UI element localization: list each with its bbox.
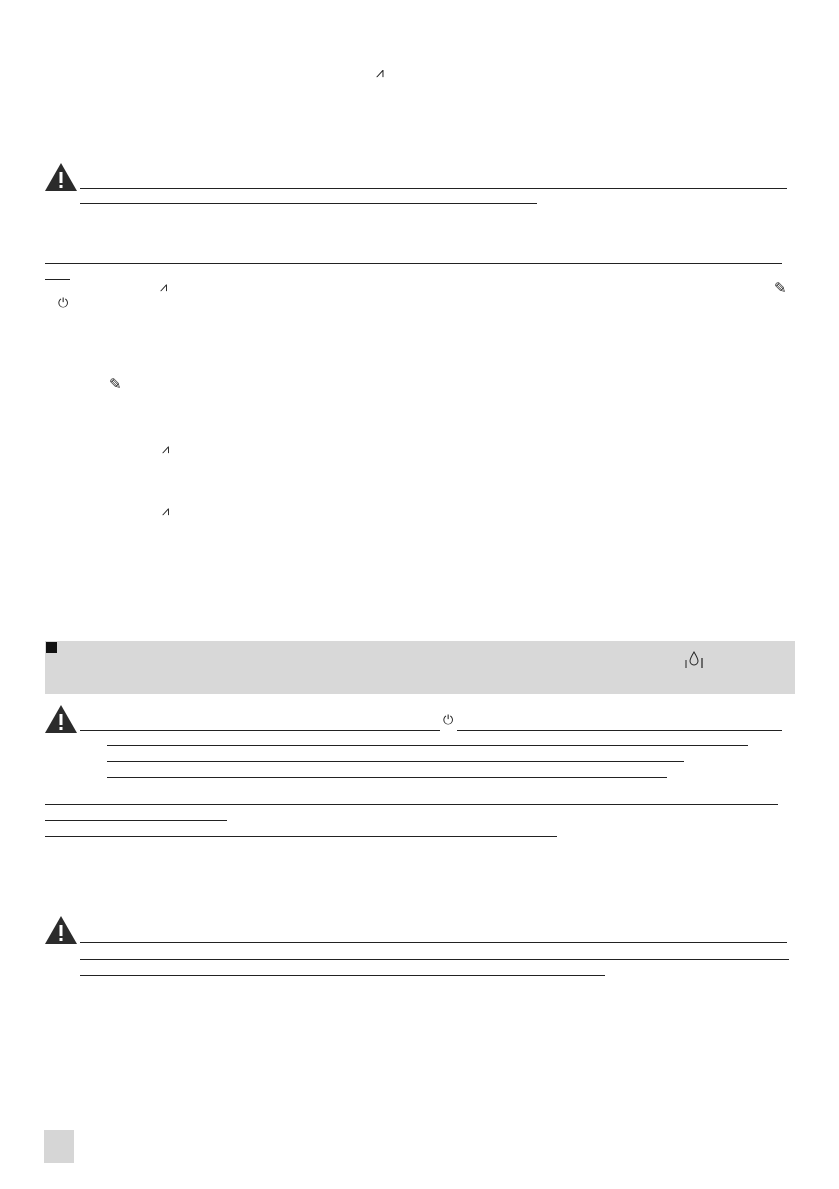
section-divider — [45, 263, 782, 264]
warning-triangle-icon — [44, 915, 78, 945]
warning-text-line — [80, 942, 787, 943]
paragraph-text-line — [45, 836, 557, 837]
warning-text-line — [80, 975, 605, 976]
heating-icon: ⩘ — [162, 442, 170, 457]
warning-text-line — [457, 730, 782, 731]
warning-triangle-icon — [44, 704, 78, 734]
table-column-marker — [45, 279, 70, 280]
power-icon: ⏻ — [58, 296, 69, 311]
power-icon: ⏻ — [443, 713, 454, 728]
warning-text-line — [80, 203, 537, 204]
warning-text-line — [80, 188, 787, 189]
warning-triangle-icon — [44, 162, 78, 192]
eco-leaf-icon: ✎ — [109, 375, 122, 393]
eco-leaf-icon: ✎ — [774, 279, 787, 297]
section-bullet-square — [46, 642, 57, 653]
warning-text-line — [80, 730, 440, 731]
heating-icon: ⩘ — [376, 65, 384, 81]
warning-text-line — [107, 745, 748, 746]
water-drop-icon — [684, 650, 704, 670]
heating-icon: ⩘ — [162, 504, 170, 519]
paragraph-text-line — [45, 820, 227, 821]
heating-icon: ⩘ — [160, 280, 168, 295]
warning-text-line — [107, 777, 667, 778]
section-heading-band — [45, 641, 795, 694]
warning-text-line — [107, 761, 684, 762]
paragraph-text-line — [45, 804, 778, 805]
warning-text-line — [80, 959, 789, 960]
page-number-box — [44, 1130, 74, 1163]
